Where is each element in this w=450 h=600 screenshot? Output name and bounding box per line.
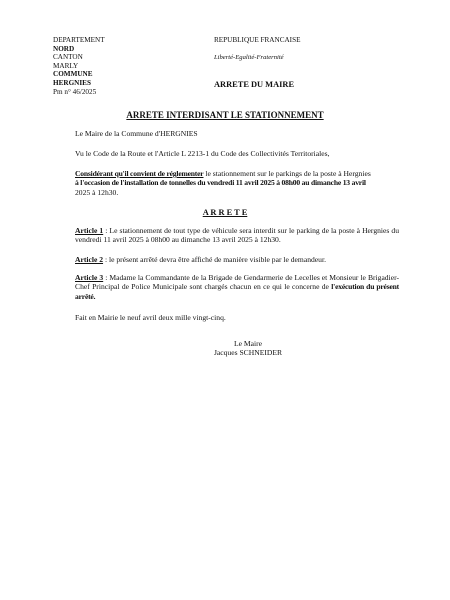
signature-title: Le Maire [233, 339, 263, 348]
fait-en-mairie: Fait en Mairie le neuf avril deux mille vingt-cinq. [75, 313, 226, 322]
article-1 [75, 226, 399, 245]
header-left [53, 36, 105, 96]
commune-label: COMMUNE [53, 70, 93, 79]
considerant-lead: Considérant qu'il convient de réglementer [75, 169, 204, 178]
considerant-paragraph [75, 169, 399, 197]
canton-value: MARLY [53, 61, 79, 70]
article-1-text: : Le stationnement de tout type de véhicule sera interdit sur le parking de la poste à Hergnies du vendredi 11 avril 2025 à 08h00 au dimanche 13 avril 2025 à 12h30. [75, 226, 399, 245]
departement-label: DEPARTEMENT [53, 36, 105, 44]
article-3-label: Article 3 [75, 273, 104, 282]
arrete-du-maire-heading: ARRETE DU MAIRE [214, 80, 295, 89]
departement-value: NORD [53, 44, 75, 53]
reference-number: Pm n° 46/2025 [53, 87, 97, 96]
devise: Liberté-Egalité-Fraternité [214, 54, 284, 61]
considerant-line3: 2025 à 12h30. [75, 187, 119, 197]
commune-value: HERGNIES [53, 78, 91, 87]
maire-line: Le Maire de la Commune d'HERGNIES [75, 129, 198, 138]
article-2-text: : le présent arrêté devra être affiché de manière visible par le demandeur. [103, 255, 326, 264]
canton-label: CANTON [53, 53, 83, 62]
article-2-label: Article 2 [75, 255, 104, 264]
article-2 [75, 255, 399, 264]
considerant-rest: le stationnement sur le parkings de la poste à Hergnies [203, 169, 371, 178]
article-1-label: Article 1 [75, 226, 104, 235]
considerant-line2: à l'occasion de l'installation de tonnelles du vendredi 11 avril 2025 à 08h00 au dimanche 13 avril [75, 178, 366, 188]
republique-label: REPUBLIQUE FRANCAISE [214, 36, 301, 44]
article-3-text: : Madame la Commandante de la Brigade de Gendarmerie de Lecelles et Monsieur le Brigadier-Chef Principal de Police Municipale sont chargés chacun en ce qui le concerne de [75, 273, 399, 292]
vu-line: Vu le Code de la Route et l'Article L 2213-1 du Code des Collectivités Territoriales, [75, 149, 330, 158]
document-title: ARRETE INTERDISANT LE STATIONNEMENT [126, 110, 324, 120]
arrete-heading: A R R E T E [202, 208, 248, 217]
signature-block [0, 339, 450, 358]
signature-name: Jacques SCHNEIDER [213, 348, 283, 358]
article-3 [75, 273, 399, 301]
article-3-tail: l'exécution du présent arrêté. [75, 282, 399, 301]
